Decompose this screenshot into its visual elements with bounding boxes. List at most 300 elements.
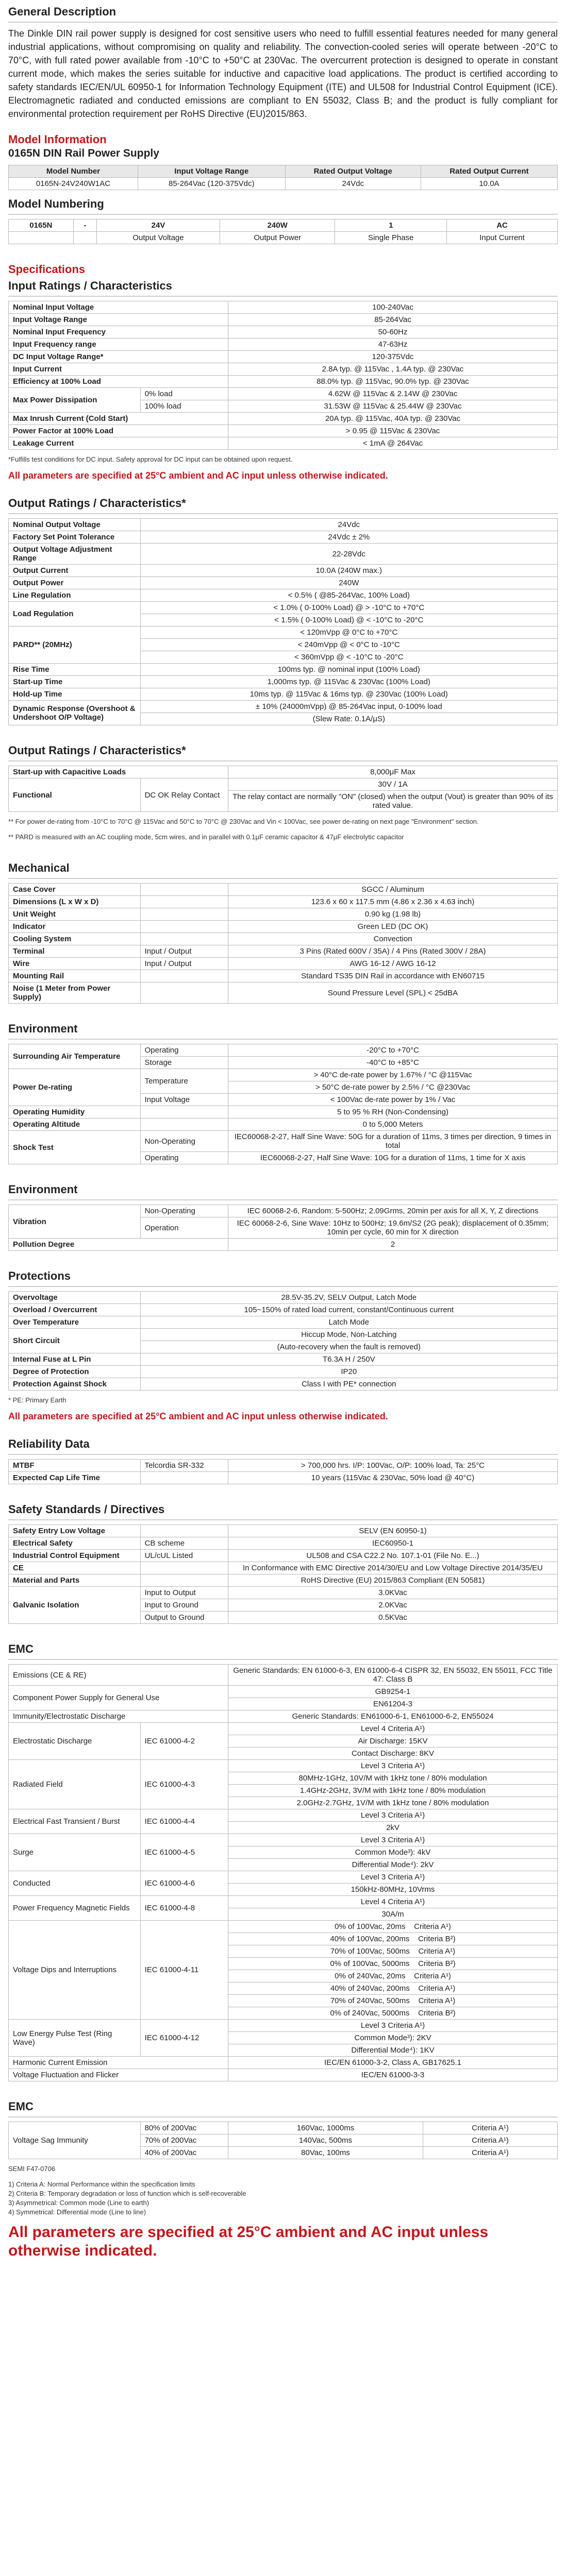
row-value: 123.6 x 60 x 117.5 mm (4.86 x 2.36 x 4.63 inch): [228, 896, 557, 908]
table-row: [9, 1044, 558, 1057]
dip-condition: 40% of 100Vac, 200ms: [330, 1935, 410, 1943]
table-row: [9, 1366, 558, 1378]
table-row: [9, 376, 558, 388]
dip-condition: 0% of 100Vac, 20ms: [335, 1922, 406, 1931]
table-row: [9, 577, 558, 589]
dip-criteria: Criteria A¹): [414, 1922, 451, 1931]
table-row: [9, 301, 558, 314]
row-sublabel: Operation: [140, 1217, 228, 1239]
table-row: [9, 314, 558, 326]
row-value: AWG 16-12 / AWG 16-12: [228, 958, 557, 970]
row-label: Pollution Degree: [9, 1239, 228, 1251]
row-sublabel: DC OK Relay Contact: [140, 778, 228, 812]
reliability-table: [8, 1459, 558, 1484]
table-cell: Output Voltage: [97, 232, 220, 244]
row-value: [228, 1970, 557, 1982]
table-row: [9, 1574, 558, 1587]
table-cell: 0165N: [9, 219, 74, 232]
row-label: Max Inrush Current (Cold Start): [9, 413, 228, 425]
table-cell: 1: [335, 219, 447, 232]
dip-criteria: Criteria A¹): [418, 1947, 456, 1956]
row-label: Radiated Field: [9, 1760, 141, 1809]
table-row: [9, 1460, 558, 1472]
table-row: [9, 1921, 558, 1933]
environment-heading-2: Environment: [8, 1181, 558, 1200]
row-label: Max Power Dissipation: [9, 388, 141, 413]
row-value: The relay contact are normally "ON" (closed) when the output (Vout) is greater than 90% of its rated value.: [228, 791, 557, 812]
row-label: Output Power: [9, 577, 141, 589]
row-value: Hiccup Mode, Non-Latching: [140, 1329, 557, 1341]
row-sublabel: [140, 1574, 228, 1587]
row-label: Input Voltage Range: [9, 314, 228, 326]
table-row: [9, 1871, 558, 1884]
input-ratings-table: [8, 301, 558, 450]
row-label: Safety Entry Low Voltage: [9, 1525, 141, 1537]
row-sublabel: Input / Output: [140, 958, 228, 970]
dip-criteria: Criteria B²): [418, 2009, 456, 2018]
row-value: 28.5V-35.2V, SELV Output, Latch Mode: [140, 1292, 557, 1304]
table-row: [9, 1550, 558, 1562]
output-footnote-1: ** For power de-rating from -10°C to 70°C @ 115Vac and 50°C to 70°C @ 230Vac and Vin < 100Vac, see power de-rating on next page "Environment" section.: [8, 818, 479, 825]
table-row: [9, 1587, 558, 1599]
row-sublabel: [140, 970, 228, 982]
row-value: > 50°C de-rate power by 2.5% / °C @230Vac: [228, 1081, 557, 1094]
row-label: Input Frequency range: [9, 338, 228, 351]
row-value: 80Vac, 100ms: [228, 2147, 423, 2159]
row-label: Dimensions (L x W x D): [9, 896, 141, 908]
row-value: Latch Mode: [140, 1316, 557, 1329]
row-value: 30A/m: [228, 1908, 557, 1921]
table-cell: Single Phase: [335, 232, 447, 244]
model-info-table: [8, 165, 558, 190]
row-value: 10.0A (240W max.): [140, 565, 557, 577]
row-label: Nominal Output Voltage: [9, 519, 141, 531]
row-value: Convection: [228, 933, 557, 945]
row-sublabel: 40% of 200Vac: [140, 2147, 228, 2159]
table-cell: 240W: [220, 219, 335, 232]
row-label: Line Regulation: [9, 589, 141, 602]
row-value: 30V / 1A: [228, 778, 557, 791]
row-label: Mounting Rail: [9, 970, 141, 982]
row-label: Electrical Fast Transient / Burst: [9, 1809, 141, 1834]
table-cell: 24Vdc: [285, 178, 421, 190]
row-value: Contact Discharge: 8KV: [228, 1748, 557, 1760]
dip-condition: 0% of 240Vac, 5000ms: [330, 2009, 410, 2018]
row-value: Level 3 Criteria A¹): [228, 1871, 557, 1884]
row-label: Start-up Time: [9, 676, 141, 688]
row-label: Noise (1 Meter from Power Supply): [9, 982, 141, 1004]
dip-criteria: Criteria B²): [418, 1935, 456, 1943]
table-row: [9, 531, 558, 544]
row-sublabel: CB scheme: [140, 1537, 228, 1550]
general-heading: General Description: [8, 3, 558, 23]
row-value: Generic Standards: EN61000-6-1, EN61000-6-2, EN55024: [228, 1710, 557, 1723]
row-label: Cooling System: [9, 933, 141, 945]
row-label: Power De-rating: [9, 1069, 141, 1106]
table-row: [9, 2057, 558, 2069]
emc-heading: EMC: [8, 1640, 558, 1660]
row-value: 8,000μF Max: [228, 766, 557, 778]
table-row: [9, 1378, 558, 1391]
row-value: < 1mA @ 264Vac: [228, 437, 557, 450]
row-value: [228, 1945, 557, 1958]
row-value: 24Vdc: [140, 519, 557, 531]
row-label: Low Energy Pulse Test (Ring Wave): [9, 2020, 141, 2057]
row-sublabel: [140, 982, 228, 1004]
row-label: MTBF: [9, 1460, 141, 1472]
table-row: [9, 945, 558, 958]
row-label: Input Current: [9, 363, 228, 376]
table-row: [9, 1292, 558, 1304]
table-row: [9, 363, 558, 376]
row-value: T6.3A H / 250V: [140, 1353, 557, 1366]
table-row: [9, 1472, 558, 1484]
row-label: Wire: [9, 958, 141, 970]
row-value: Criteria A¹): [423, 2147, 558, 2159]
row-value: < 100Vac de-rate power by 1% / Vac: [228, 1094, 557, 1106]
row-sublabel: Operating: [140, 1044, 228, 1057]
input-ratings-heading: Input Ratings / Characteristics: [8, 277, 558, 297]
dip-condition: 70% of 240Vac, 500ms: [330, 1996, 410, 2005]
row-value: 5 to 95 % RH (Non-Condensing): [228, 1106, 557, 1118]
table-row: [9, 1205, 558, 1217]
row-value: ± 10% (24000mVpp) @ 85-264Vac input, 0-100% load: [140, 701, 557, 713]
row-sublabel: Non-Operating: [140, 1205, 228, 1217]
table-row: [9, 664, 558, 676]
table-row: [9, 425, 558, 437]
row-value: 2.8A typ. @ 115Vac , 1.4A typ. @ 230Vac: [228, 363, 557, 376]
emc-heading-2: EMC: [8, 2098, 558, 2117]
row-label: PARD** (20MHz): [9, 626, 141, 664]
model-numbering-table: [8, 219, 558, 244]
row-value: 140Vac, 500ms: [228, 2134, 423, 2147]
table-cell: Output Power: [220, 232, 335, 244]
row-value: 2.0GHz-2.7GHz, 1V/M with 1kHz tone / 80% modulation: [228, 1797, 557, 1809]
row-label: Factory Set Point Tolerance: [9, 531, 141, 544]
row-label: Surge: [9, 1834, 141, 1871]
table-row: [9, 351, 558, 363]
row-sublabel: IEC 61000-4-5: [140, 1834, 228, 1871]
row-sublabel: Telcordia SR-332: [140, 1460, 228, 1472]
row-value: SELV (EN 60950-1): [228, 1525, 557, 1537]
row-value: [228, 1982, 557, 1995]
row-label: Short Circuit: [9, 1329, 141, 1353]
row-sublabel: IEC 61000-4-8: [140, 1896, 228, 1921]
row-sublabel: Temperature: [140, 1069, 228, 1094]
table-row: [9, 1710, 558, 1723]
row-value: [228, 1921, 557, 1933]
row-value: Level 3 Criteria A¹): [228, 1834, 557, 1846]
row-value: 240W: [140, 577, 557, 589]
table-row: [9, 565, 558, 577]
model-numbering-heading: Model Numbering: [8, 195, 558, 215]
row-value: Level 3 Criteria A¹): [228, 1760, 557, 1772]
row-label: Electrostatic Discharge: [9, 1723, 141, 1760]
dip-condition: 0% of 240Vac, 20ms: [335, 1972, 406, 1980]
row-label: Galvanic Isolation: [9, 1587, 141, 1624]
row-label: Vibration: [9, 1205, 141, 1239]
table-row: [9, 1118, 558, 1131]
row-value: RoHS Directive (EU) 2015/863 Compliant (EN 50581): [228, 1574, 557, 1587]
table-row: [9, 1723, 558, 1735]
row-value: 10 years (115Vac & 230Vac, 50% load @ 40°C): [228, 1472, 557, 1484]
criteria-note-4: 4) Symmetrical: Differential mode (Line to line): [8, 2208, 146, 2216]
row-label: Power Frequency Magnetic Fields: [9, 1896, 141, 1921]
row-sublabel: [140, 884, 228, 896]
row-label: Terminal: [9, 945, 141, 958]
row-value: [228, 1933, 557, 1945]
row-value: 0.90 kg (1.98 lb): [228, 908, 557, 921]
row-value: 160Vac, 1000ms: [228, 2122, 423, 2134]
row-label: Conducted: [9, 1871, 141, 1896]
row-value: IEC60068-2-27, Half Sine Wave: 10G for a duration of 11ms, 1 time for X axis: [228, 1152, 557, 1164]
protections-heading: Protections: [8, 1267, 558, 1287]
row-value: 85-264Vac: [228, 314, 557, 326]
table-cell: [9, 232, 74, 244]
table-row: [9, 908, 558, 921]
row-value: 0.5KVac: [228, 1612, 557, 1624]
row-sublabel: [140, 1118, 228, 1131]
row-value: EN61204-3: [228, 1698, 557, 1710]
row-value: IEC 60068-2-6, Random: 5-500Hz; 2.09Grms, 20min per axis for all X, Y, Z directions: [228, 1205, 557, 1217]
row-value: 0 to 5,000 Meters: [228, 1118, 557, 1131]
row-label: Overvoltage: [9, 1292, 141, 1304]
row-value: [228, 1958, 557, 1970]
table-row: [9, 1304, 558, 1316]
row-value: 20A typ. @ 115Vac, 40A typ. @ 230Vac: [228, 413, 557, 425]
row-value: Air Discharge: 15KV: [228, 1735, 557, 1748]
row-value: 4.62W @ 115Vac & 2.14W @ 230Vac: [228, 388, 557, 400]
row-label: Industrial Control Equipment: [9, 1550, 141, 1562]
criteria-note-3: 3) Asymmetrical: Common mode (Line to earth): [8, 2199, 149, 2207]
table-row: [9, 437, 558, 450]
row-value: Sound Pressure Level (SPL) < 25dBA: [228, 982, 557, 1004]
row-label: Voltage Sag Immunity: [9, 2122, 141, 2159]
row-value: 10ms typ. @ 115Vac & 16ms typ. @ 230Vac (100% Load): [140, 688, 557, 701]
table-row: [9, 1562, 558, 1574]
vibration-table: [8, 1205, 558, 1251]
table-cell: -: [73, 219, 96, 232]
row-sublabel: 70% of 200Vac: [140, 2134, 228, 2147]
table-row: [9, 1809, 558, 1822]
row-label: Load Regulation: [9, 602, 141, 626]
row-label: Voltage Fluctuation and Flicker: [9, 2069, 228, 2081]
safety-table: [8, 1524, 558, 1624]
table-row: [9, 602, 558, 614]
table-header: Rated Output Voltage: [285, 165, 421, 178]
row-value: [228, 1995, 557, 2007]
table-row: [9, 982, 558, 1004]
table-row: [9, 326, 558, 338]
output-ratings-table: [8, 518, 558, 725]
row-label: Surrounding Air Temperature: [9, 1044, 141, 1069]
row-sublabel: 100% load: [140, 400, 228, 413]
row-value: GB9254-1: [228, 1686, 557, 1698]
row-sublabel: [140, 1106, 228, 1118]
output-footnote-2: ** PARD is measured with an AC coupling mode, 5cm wires, and in parallel with 0.1μF ceramic capacitor & 47μF electrolytic capacitor: [8, 833, 404, 841]
environment-table: [8, 1044, 558, 1164]
row-label: Dynamic Response (Overshoot & Undershoot O/P Voltage): [9, 701, 141, 725]
row-value: 150kHz-80MHz, 10Vrms: [228, 1884, 557, 1896]
row-label: Start-up with Capacitive Loads: [9, 766, 228, 778]
row-value: (Auto-recovery when the fault is removed): [140, 1341, 557, 1353]
row-value: < 120mVpp @ 0°C to +70°C: [140, 626, 557, 639]
table-row: [9, 338, 558, 351]
row-value: -20°C to +70°C: [228, 1044, 557, 1057]
table-row: [9, 766, 558, 778]
table-row: [9, 544, 558, 565]
criteria-note-2: 2) Criteria B: Temporary degradation or loss of function which is self-recoverable: [8, 2190, 246, 2197]
row-value: 88.0% typ. @ 115Vac, 90.0% typ. @ 230Vac: [228, 376, 557, 388]
row-value: 3.0KVac: [228, 1587, 557, 1599]
row-sublabel: IEC 61000-4-12: [140, 2020, 228, 2057]
ambient-note-2: All parameters are specified at 25°C ambient and AC input unless otherwise indicated.: [8, 1411, 388, 1421]
row-value: Criteria A¹): [423, 2122, 558, 2134]
row-sublabel: [140, 908, 228, 921]
reliability-heading: Reliability Data: [8, 1435, 558, 1455]
row-label: Electrical Safety: [9, 1537, 141, 1550]
table-cell: 0165N-24V240W1AC: [9, 178, 138, 190]
row-value: 2: [228, 1239, 557, 1251]
output-ratings-heading-2: Output Ratings / Characteristics*: [8, 742, 558, 761]
row-label: Case Cover: [9, 884, 141, 896]
row-label: Over Temperature: [9, 1316, 141, 1329]
table-row: [9, 2020, 558, 2032]
row-sublabel: IEC 61000-4-11: [140, 1921, 228, 2020]
row-sublabel: [140, 933, 228, 945]
protections-table: [8, 1291, 558, 1391]
table-cell: 10.0A: [421, 178, 557, 190]
row-label: Immunity/Electrostatic Discharge: [9, 1710, 228, 1723]
mechanical-heading: Mechanical: [8, 859, 558, 879]
environment-heading: Environment: [8, 1020, 558, 1040]
table-header: Input Voltage Range: [138, 165, 285, 178]
row-label: Degree of Protection: [9, 1366, 141, 1378]
table-row: [9, 1760, 558, 1772]
row-label: Output Current: [9, 565, 141, 577]
table-row: [9, 388, 558, 400]
row-label: Efficiency at 100% Load: [9, 376, 228, 388]
row-value: Green LED (DC OK): [228, 921, 557, 933]
row-value: 100ms typ. @ nominal input (100% Load): [140, 664, 557, 676]
specifications-heading: Specifications: [8, 263, 86, 276]
row-sublabel: UL/cUL Listed: [140, 1550, 228, 1562]
input-footnote: *Fulfills test conditions for DC input. Safety approval for DC input can be obtained upon request.: [8, 455, 293, 463]
row-label: Rise Time: [9, 664, 141, 676]
table-row: [9, 884, 558, 896]
row-value: IEC/EN 61000-3-3: [228, 2069, 557, 2081]
row-value: 47-63Hz: [228, 338, 557, 351]
emc-table: [8, 1664, 558, 2081]
criteria-note-1: 1) Criteria A: Normal Performance within the specification limits: [8, 2180, 195, 2188]
row-sublabel: 80% of 200Vac: [140, 2122, 228, 2134]
row-value: < 1.5% ( 0-100% Load) @ < -10°C to -20°C: [140, 614, 557, 626]
row-value: Standard TS35 DIN Rail in accordance with EN60715: [228, 970, 557, 982]
semi-standard: SEMI F47-0706: [8, 2165, 56, 2173]
table-cell: [73, 232, 96, 244]
row-value: 80MHz-1GHz, 10V/M with 1kHz tone / 80% modulation: [228, 1772, 557, 1785]
table-cell: 85-264Vac (120-375Vdc): [138, 178, 285, 190]
row-value: 31.53W @ 115Vac & 25.44W @ 230Vac: [228, 400, 557, 413]
table-row: [9, 958, 558, 970]
table-row: [9, 1131, 558, 1152]
row-label: Expected Cap Life Time: [9, 1472, 141, 1484]
row-label: Protection Against Shock: [9, 1378, 141, 1391]
row-label: Internal Fuse at L Pin: [9, 1353, 141, 1366]
row-sublabel: Input to Output: [140, 1587, 228, 1599]
row-label: Material and Parts: [9, 1574, 141, 1587]
table-row: [9, 519, 558, 531]
row-value: < 240mVpp @ < 0°C to -10°C: [140, 639, 557, 651]
row-sublabel: Input / Output: [140, 945, 228, 958]
table-row: [9, 688, 558, 701]
table-row: [9, 1834, 558, 1846]
table-cell: Input Current: [447, 232, 558, 244]
row-value: -40°C to +85°C: [228, 1057, 557, 1069]
dip-criteria: Criteria A¹): [414, 1972, 451, 1980]
table-row: [9, 701, 558, 713]
dip-criteria: Criteria A¹): [418, 1996, 456, 2005]
row-label: Output Voltage Adjustment Range: [9, 544, 141, 565]
row-label: Indicator: [9, 921, 141, 933]
row-value: Level 4 Criteria A¹): [228, 1723, 557, 1735]
row-label: Harmonic Current Emission: [9, 2057, 228, 2069]
sag-table: [8, 2122, 558, 2159]
row-value: 1.4GHz-2GHz, 3V/M with 1kHz tone / 80% modulation: [228, 1785, 557, 1797]
table-row: [9, 1106, 558, 1118]
row-sublabel: Non-Operating: [140, 1131, 228, 1152]
row-value: IEC60068-2-27, Half Sine Wave: 50G for a duration of 11ms, 3 times per direction, 9 times in total: [228, 1131, 557, 1152]
row-value: Criteria A¹): [423, 2134, 558, 2147]
row-value: 100-240Vac: [228, 301, 557, 314]
table-row: [9, 1686, 558, 1698]
row-value: In Conformance with EMC Directive 2014/30/EU and Low Voltage Directive 2014/35/EU: [228, 1562, 557, 1574]
row-label: Voltage Dips and Interruptions: [9, 1921, 141, 2020]
row-sublabel: [140, 921, 228, 933]
table-row: [9, 676, 558, 688]
row-label: Unit Weight: [9, 908, 141, 921]
output-ratings-heading: Output Ratings / Characteristics*: [8, 495, 558, 514]
model-info-subheading: 0165N DIN Rail Power Supply: [8, 147, 159, 159]
table-row: [9, 1525, 558, 1537]
row-value: Level 4 Criteria A¹): [228, 1896, 557, 1908]
model-info-heading: Model Information: [8, 133, 107, 146]
row-label: Hold-up Time: [9, 688, 141, 701]
row-value: Differential Mode⁴): 1KV: [228, 2044, 557, 2057]
row-label: Nominal Input Voltage: [9, 301, 228, 314]
row-sublabel: IEC 61000-4-3: [140, 1760, 228, 1809]
row-value: [228, 2007, 557, 2020]
table-header: Model Number: [9, 165, 138, 178]
row-value: (Slew Rate: 0.1A/μS): [140, 713, 557, 725]
table-cell: AC: [447, 219, 558, 232]
row-value: Common Mode³): 2KV: [228, 2032, 557, 2044]
dip-condition: 70% of 100Vac, 500ms: [330, 1947, 410, 1956]
row-value: Differential Mode⁴): 2kV: [228, 1859, 557, 1871]
row-value: < 0.5% ( @85-264Vac, 100% Load): [140, 589, 557, 602]
table-row: [9, 896, 558, 908]
row-value: Generic Standards: EN 61000-6-3, EN 61000-6-4 CISPR 32, EN 55032, EN 55011, FCC Title 47: Class B: [228, 1665, 557, 1686]
row-value: < 1.0% ( 0-100% Load) @ > -10°C to +70°C: [140, 602, 557, 614]
row-label: Emissions (CE & RE): [9, 1665, 228, 1686]
row-label: CE: [9, 1562, 141, 1574]
row-value: IEC/EN 61000-3-2, Class A, GB17625.1: [228, 2057, 557, 2069]
table-row: [9, 933, 558, 945]
dip-criteria: Criteria A¹): [418, 1984, 456, 1993]
row-value: IP20: [140, 1366, 557, 1378]
row-value: Common Mode³): 4kV: [228, 1846, 557, 1859]
table-row: [9, 589, 558, 602]
